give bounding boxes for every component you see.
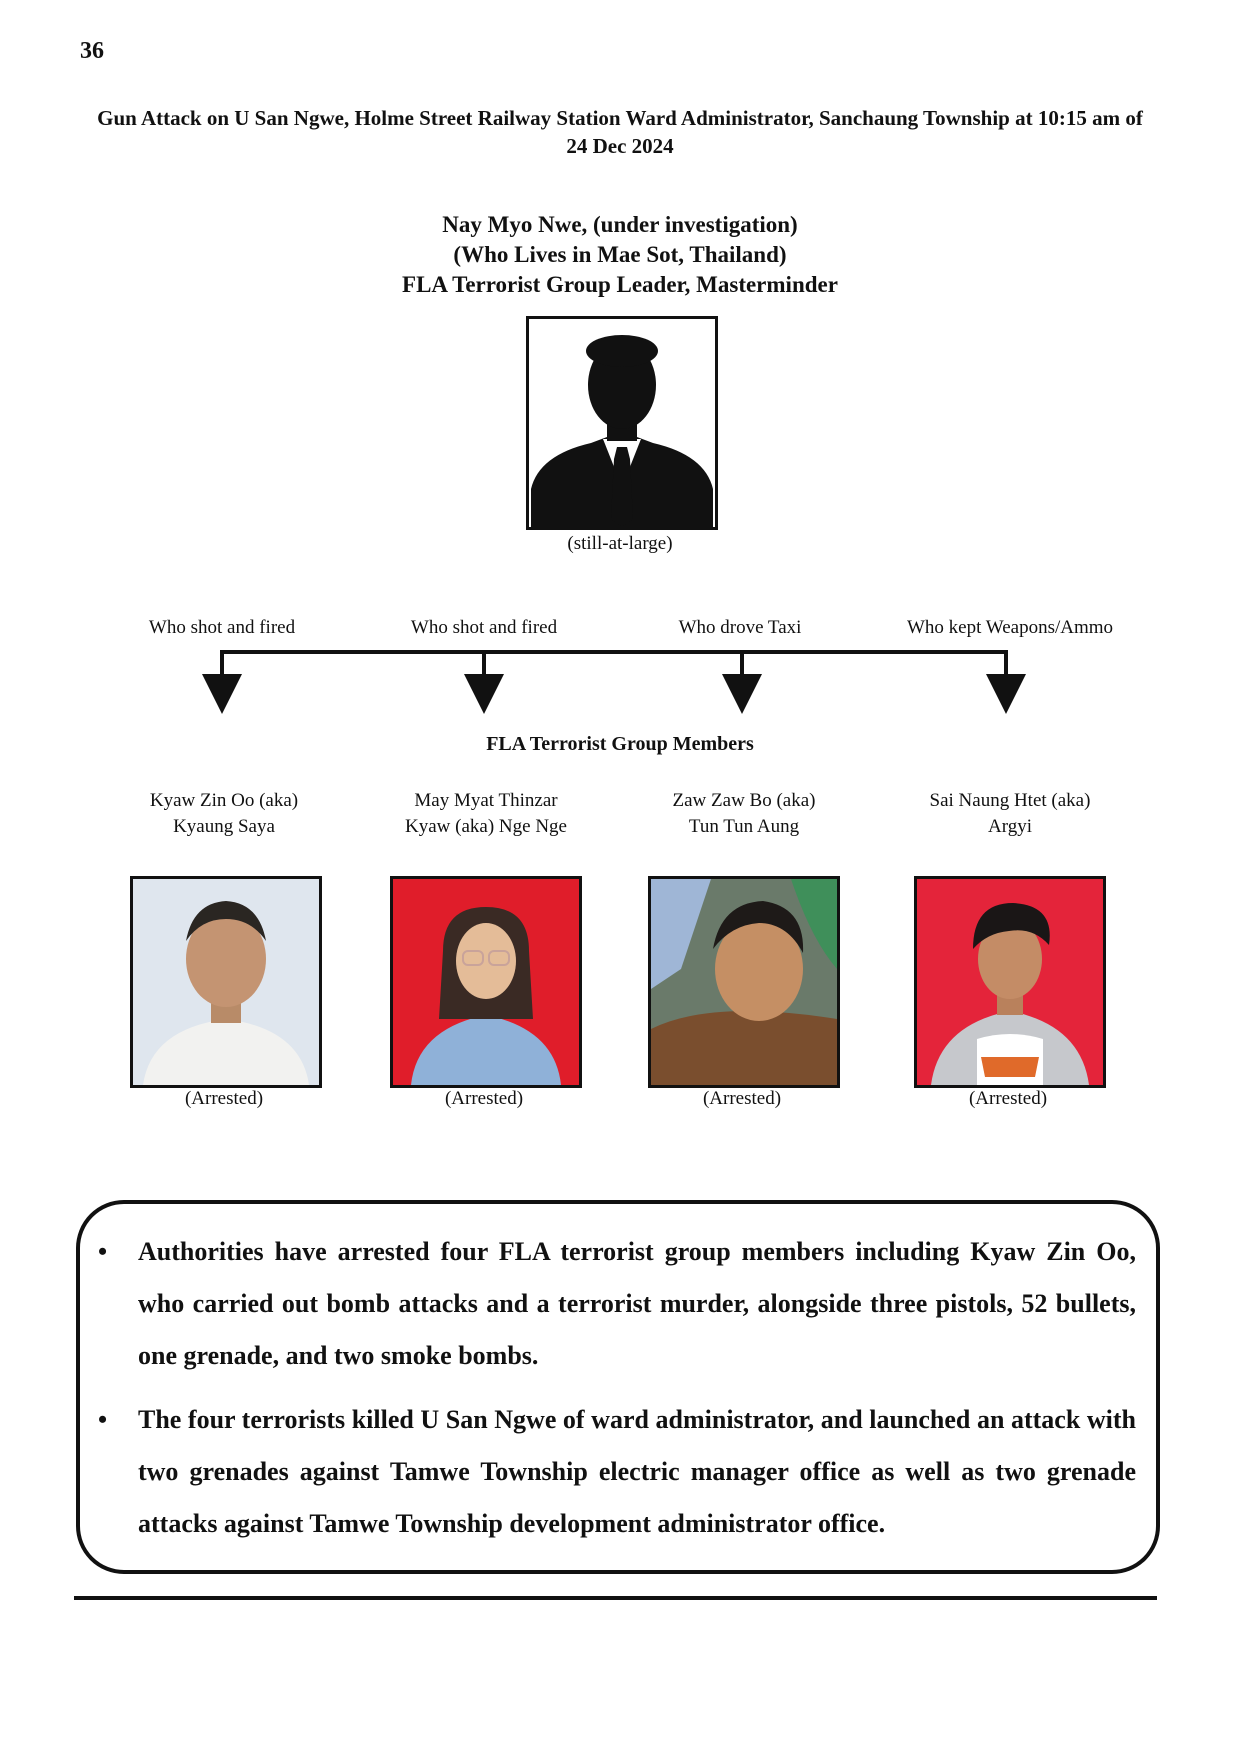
page-title: Gun Attack on U San Ngwe, Holme Street Railway Station Ward Administrator, Sanchaung Township at 10:15 am of 24 Dec 2024 xyxy=(97,106,1143,158)
person-portrait-icon xyxy=(917,879,1103,1085)
member-name-line: Kyaw Zin Oo (aka) xyxy=(149,790,299,811)
leader-name: Nay Myo Nwe, (under investigation) xyxy=(442,212,798,237)
leader-role: FLA Terrorist Group Leader, Masterminder xyxy=(402,272,838,297)
role-label: Who kept Weapons/Ammo xyxy=(906,617,1114,638)
role-label: Who shot and fired xyxy=(410,617,558,638)
member-status: (Arrested) xyxy=(444,1088,524,1109)
member-status: (Arrested) xyxy=(184,1088,264,1109)
member-name-line: Zaw Zaw Bo (aka) xyxy=(672,790,816,811)
member-name-line: Kyaw (aka) Nge Nge xyxy=(405,816,567,837)
bullet-dot-icon: • xyxy=(98,1237,108,1266)
member-name xyxy=(624,788,864,840)
member-name xyxy=(890,788,1130,840)
summary-box xyxy=(76,1200,1160,1574)
member-photo xyxy=(648,876,840,1088)
member-name-line: Argyi xyxy=(988,816,1032,837)
member-name-line: Sai Naung Htet (aka) xyxy=(929,790,1091,811)
members-heading: FLA Terrorist Group Members xyxy=(486,733,754,755)
member-photo xyxy=(914,876,1106,1088)
member-name-line: Tun Tun Aung xyxy=(688,816,800,837)
summary-bullet-text: Authorities have arrested four FLA terrorist group members including Kyaw Zin Oo, who carried out bomb attacks and a terrorist murder, alongside three pistols, 52 bullets, one grenade, and two smoke bombs. xyxy=(138,1237,1136,1370)
role-label: Who drove Taxi xyxy=(678,617,802,638)
person-portrait-icon xyxy=(133,879,319,1085)
bullet-dot-icon: • xyxy=(98,1405,108,1434)
page-number: 36 xyxy=(80,38,104,64)
person-portrait-icon xyxy=(651,879,837,1085)
summary-bullet xyxy=(98,1226,1136,1382)
footer-rule xyxy=(74,1596,1157,1600)
leader-status: (still-at-large) xyxy=(567,533,673,554)
role-label: Who shot and fired xyxy=(148,617,296,638)
member-photo xyxy=(390,876,582,1088)
member-photo xyxy=(130,876,322,1088)
member-name-line: Kyaung Saya xyxy=(173,816,275,837)
member-name-line: May Myat Thinzar xyxy=(414,790,558,811)
member-status: (Arrested) xyxy=(702,1088,782,1109)
summary-bullet-text: The four terrorists killed U San Ngwe of ward administrator, and launched an attack with two grenades against Tamwe Township electric manager office as well as two grenade attacks against Tamwe Township development administrator office. xyxy=(138,1405,1136,1538)
member-name xyxy=(366,788,606,840)
member-status: (Arrested) xyxy=(968,1088,1048,1109)
leader-location: (Who Lives in Mae Sot, Thailand) xyxy=(453,242,787,267)
person-portrait-icon xyxy=(393,879,579,1085)
member-name xyxy=(104,788,344,840)
summary-bullet xyxy=(98,1394,1136,1550)
summary-list xyxy=(98,1226,1136,1562)
